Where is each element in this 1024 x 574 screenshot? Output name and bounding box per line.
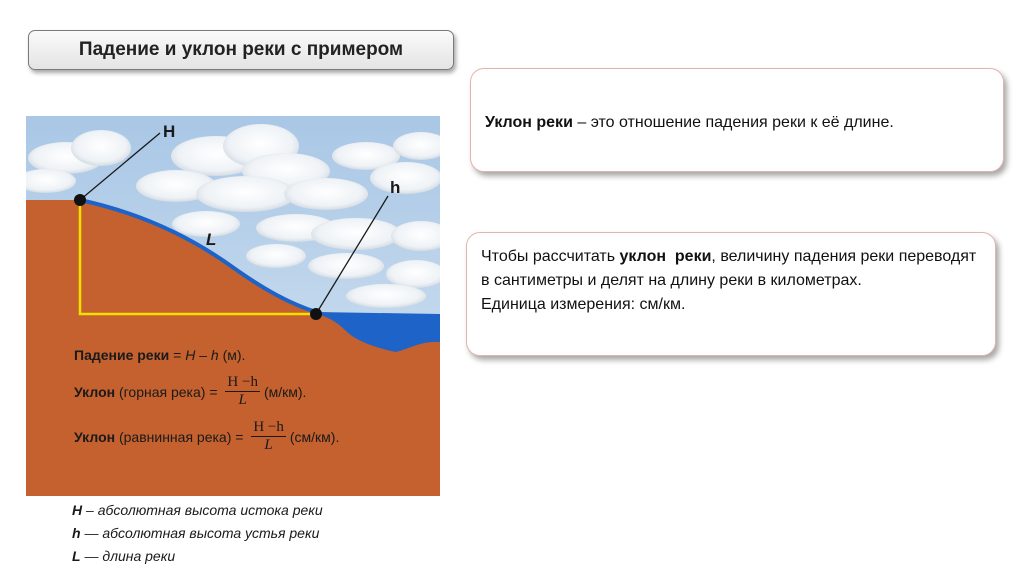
source-point [74, 194, 86, 206]
definition-term: Уклон реки [485, 114, 573, 131]
legend [72, 499, 323, 568]
calculation-card [466, 232, 996, 356]
definition-body: – это отношение падения реки к её длине. [572, 114, 894, 131]
fall-eq: = [169, 347, 186, 363]
slope-mountain-text: (горная река) = [115, 383, 222, 400]
slope-plain-numerator: H −h [253, 419, 284, 435]
label-L: L [206, 230, 217, 249]
fall-formula [74, 347, 245, 363]
calculation-text [481, 245, 986, 317]
legend-text: — абсолютная высота устья реки [80, 525, 320, 541]
definition-text [485, 111, 894, 135]
legend-item [72, 522, 323, 545]
definition-card [470, 68, 1004, 172]
legend-symbol: H [72, 502, 83, 518]
legend-symbol: h [72, 525, 81, 541]
slope-plain-fraction [251, 419, 286, 454]
fall-h: h [210, 347, 219, 363]
slope-plain-label: Уклон [74, 428, 116, 445]
slide-title: Падение и уклон реки с примером [28, 30, 454, 70]
calc-term: уклон реки [619, 248, 712, 265]
slope-mountain-label: Уклон [74, 383, 116, 400]
fall-minus: – [195, 347, 211, 363]
slope-mountain-unit: (м/км). [263, 383, 307, 400]
slope-plain-formula [74, 419, 339, 454]
slope-mountain-formula [74, 374, 306, 409]
legend-text: – абсолютная высота истока реки [82, 502, 323, 518]
river-diagram [26, 116, 440, 496]
slope-mountain-fraction [225, 374, 260, 409]
calc-post: , величину падения реки переводят в сантиметры и делят на длину реки в километрах. [481, 248, 977, 289]
mouth-point [310, 308, 322, 320]
legend-item [72, 499, 323, 522]
slope-plain-unit: (см/км). [289, 428, 340, 445]
slope-mountain-numerator: H −h [227, 374, 258, 390]
fall-unit: (м). [218, 347, 246, 363]
unit-line: Единица измерения: см/км. [481, 296, 686, 313]
slope-plain-denominator: L [264, 437, 273, 453]
legend-symbol: L [72, 548, 81, 564]
slope-plain-text: (равнинная река) = [115, 428, 248, 445]
calc-pre: Чтобы рассчитать [481, 248, 620, 265]
fall-H: H [185, 347, 196, 363]
label-h: h [390, 178, 401, 197]
calculation-paragraph [481, 245, 986, 293]
legend-item [72, 545, 323, 568]
legend-text: — длина реки [80, 548, 176, 564]
slope-mountain-denominator: L [238, 392, 247, 408]
label-H: H [163, 122, 176, 141]
fall-label: Падение реки [74, 347, 170, 363]
